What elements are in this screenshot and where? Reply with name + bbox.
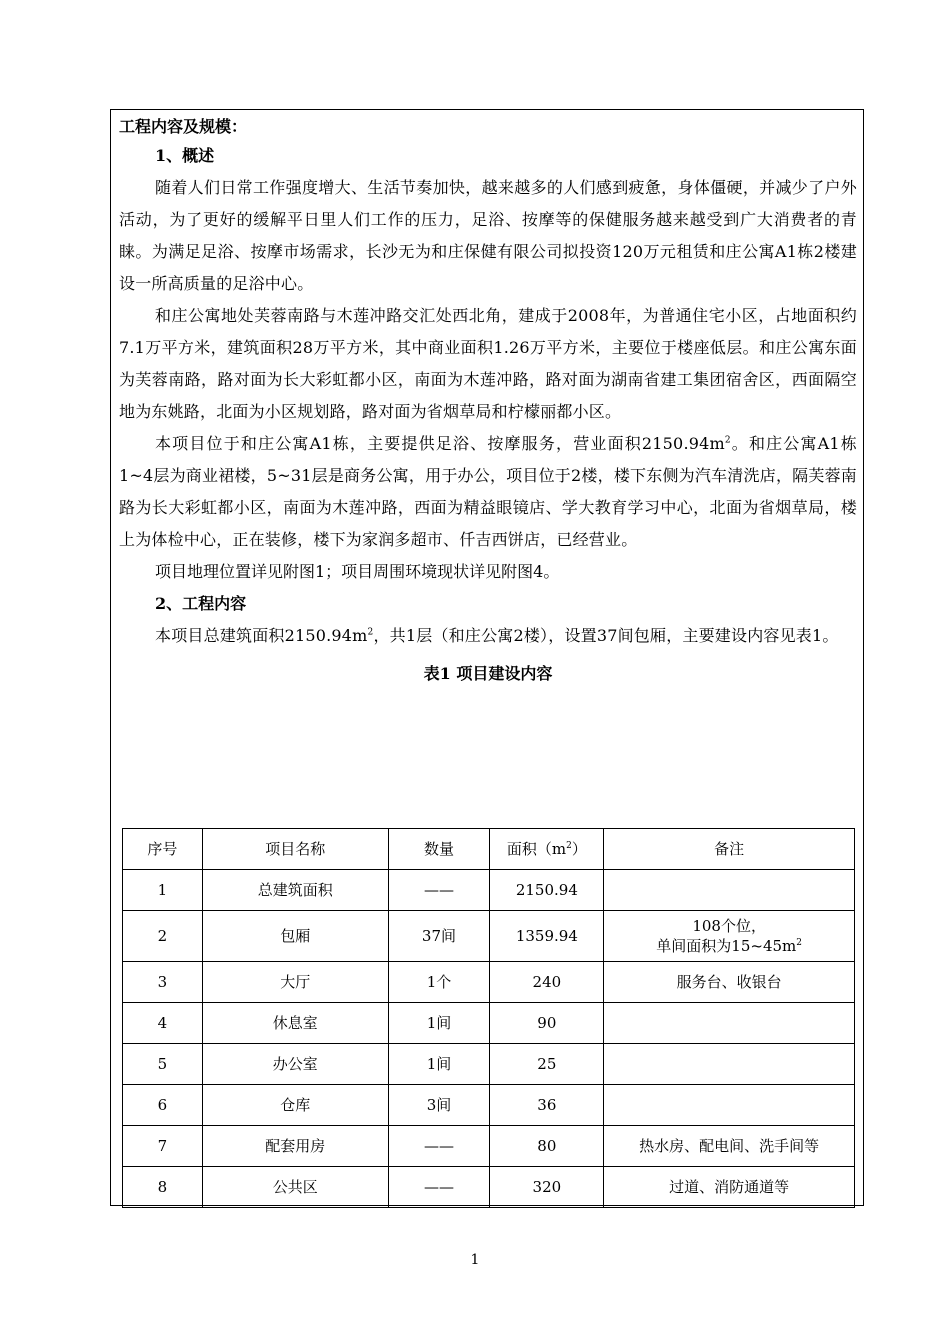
header-area (490, 829, 604, 870)
cell-name: 仓库 (202, 1085, 388, 1126)
table-caption: 表1 项目建设内容 (423, 664, 553, 683)
cell-no: 5 (123, 1044, 203, 1085)
cell-name: 配套用房 (202, 1126, 388, 1167)
cell-area: 90 (490, 1003, 604, 1044)
table-row (123, 1003, 855, 1044)
p3-text-after: 。和庄公寓A1栋1~4层为商业裙楼，5~31层是商务公寓，用于办公，项目位于2楼，楼下东侧为汽车清洗店，隔芙蓉南路为长大彩虹都小区，南面为木莲冲路，西面为精益眼镜店、学大教育学习中心，北面为省烟草局，楼上为体检中心，正在装修，楼下为家润多超市、仟吉西饼店，已经营业。 (119, 434, 857, 549)
cell-note (604, 1044, 855, 1085)
cell-area: 320 (490, 1167, 604, 1208)
s2-text-before: 本项目总建筑面积2150.94m (155, 626, 368, 645)
cell-qty: —— (388, 1126, 490, 1167)
content-paragraph-1 (119, 620, 857, 652)
cell-qty: 1间 (388, 1003, 490, 1044)
cell-qty: 1间 (388, 1044, 490, 1085)
construction-table (122, 828, 855, 1208)
overview-paragraph-4: 项目地理位置详见附图1；项目周围环境现状详见附图4。 (155, 562, 560, 581)
cell-area: 2150.94 (490, 870, 604, 911)
section1-title: 1、概述 (155, 146, 215, 165)
cell-note (604, 911, 855, 962)
s2-text-after: ，共1层（和庄公寓2楼），设置37间包厢，主要建设内容见表1。 (373, 626, 839, 645)
cell-area: 1359.94 (490, 911, 604, 962)
page-number: 1 (470, 1252, 480, 1268)
table-row (123, 1126, 855, 1167)
table-row (123, 1085, 855, 1126)
cell-note (604, 870, 855, 911)
cell-no: 3 (123, 962, 203, 1003)
cell-qty: 3间 (388, 1085, 490, 1126)
cell-note (604, 1003, 855, 1044)
cell-note: 服务台、收银台 (604, 962, 855, 1003)
header-area-after: ） (571, 840, 587, 858)
table-row (123, 1044, 855, 1085)
table-header-row (123, 829, 855, 870)
cell-name: 公共区 (202, 1167, 388, 1208)
cell-name: 休息室 (202, 1003, 388, 1044)
s2-superscript: 2 (367, 627, 374, 638)
p3-text-before: 本项目位于和庄公寓A1栋，主要提供足浴、按摩服务，营业面积2150.94m (155, 434, 725, 453)
cell-no: 7 (123, 1126, 203, 1167)
table-row (123, 1167, 855, 1208)
cell-area: 36 (490, 1085, 604, 1126)
cell-note (604, 1085, 855, 1126)
note-line-2 (604, 936, 854, 956)
cell-name: 包厢 (202, 911, 388, 962)
header-note: 备注 (604, 829, 855, 870)
overview-paragraph-1: 随着人们日常工作强度增大、生活节奏加快，越来越多的人们感到疲惫，身体僵硬，并减少了户外活动，为了更好的缓解平日里人们工作的压力，足浴、按摩等的保健服务越来越受到广大消费者的青睐。为满足足浴、按摩市场需求，长沙无为和庄保健有限公司拟投资120万元租赁和庄公寓A1栋2楼建设一所高质量的足浴中心。 (119, 178, 857, 293)
table-row (123, 911, 855, 962)
header-qty: 数量 (388, 829, 490, 870)
table-row (123, 870, 855, 911)
content-body (119, 114, 857, 694)
cell-area: 80 (490, 1126, 604, 1167)
overview-paragraph-2: 和庄公寓地处芙蓉南路与木莲冲路交汇处西北角，建成于2008年，为普通住宅小区，占地面积约7.1万平方米，建筑面积28万平方米，其中商业面积1.26万平方米，主要位于楼座低层。和庄公寓东面为芙蓉南路，路对面为长大彩虹都小区，南面为木莲冲路，路对面为湖南省建工集团宿舍区，西面隔空地为东姚路，北面为小区规划路，路对面为省烟草局和柠檬丽都小区。 (119, 306, 857, 421)
note-line-1: 108个位， (692, 917, 766, 935)
p3-superscript: 2 (724, 435, 731, 446)
cell-qty: —— (388, 1167, 490, 1208)
note-line-2-text: 单间面积为15~45m (656, 937, 797, 955)
cell-no: 8 (123, 1167, 203, 1208)
cell-area: 240 (490, 962, 604, 1003)
cell-area: 25 (490, 1044, 604, 1085)
cell-no: 2 (123, 911, 203, 962)
cell-note: 热水房、配电间、洗手间等 (604, 1126, 855, 1167)
header-no: 序号 (123, 829, 203, 870)
cell-no: 1 (123, 870, 203, 911)
table-row (123, 962, 855, 1003)
content-frame (110, 109, 864, 1206)
cell-no: 6 (123, 1085, 203, 1126)
cell-name: 总建筑面积 (202, 870, 388, 911)
cell-note: 过道、消防通道等 (604, 1167, 855, 1208)
cell-no: 4 (123, 1003, 203, 1044)
header-area-sup: 2 (566, 841, 572, 851)
cell-qty: —— (388, 870, 490, 911)
section2-title: 2、工程内容 (155, 594, 247, 613)
cell-name: 办公室 (202, 1044, 388, 1085)
cell-name: 大厅 (202, 962, 388, 1003)
cell-qty: 1个 (388, 962, 490, 1003)
header-area-before: 面积（m (506, 840, 567, 858)
section-heading: 工程内容及规模： (119, 117, 248, 136)
cell-qty: 37间 (388, 911, 490, 962)
note-line-2-sup: 2 (796, 938, 802, 948)
overview-paragraph-3 (119, 428, 857, 556)
header-name: 项目名称 (202, 829, 388, 870)
